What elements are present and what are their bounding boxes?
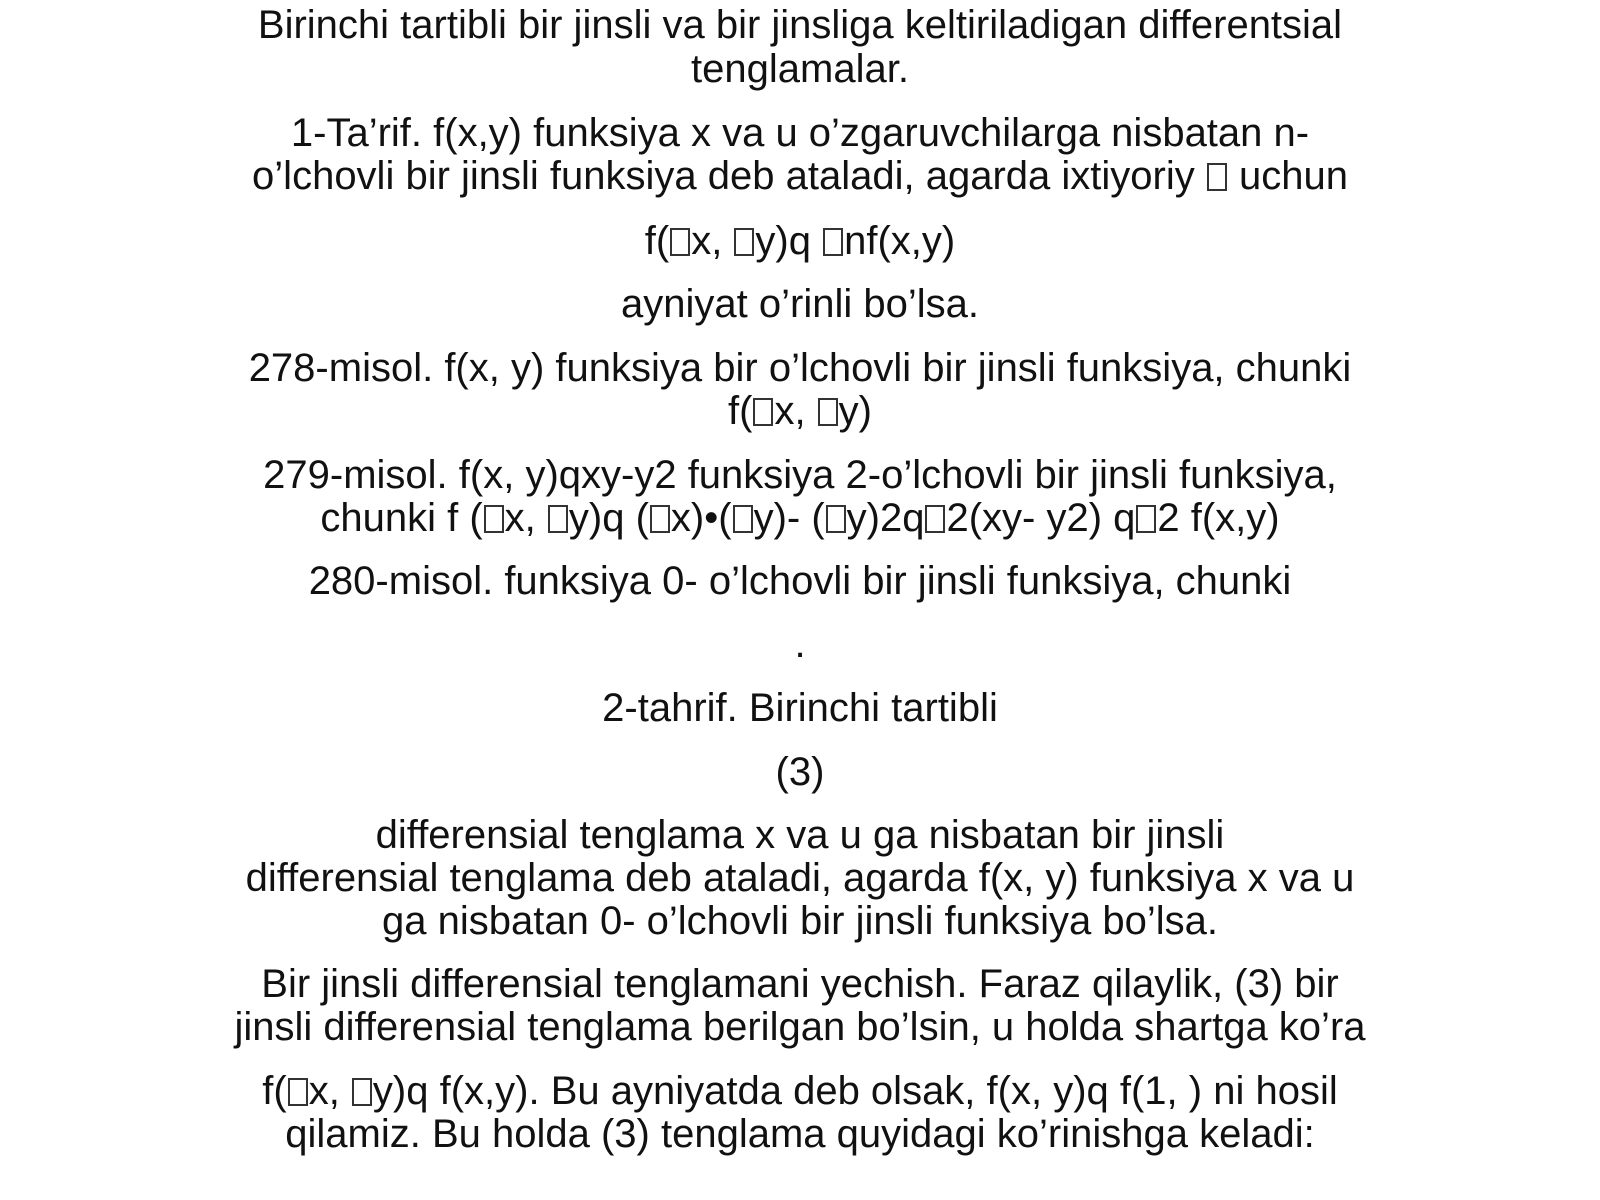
example-280-line-2: . bbox=[794, 622, 806, 666]
definition-2-line-1: 2-tahrif. Birinchi tartibli bbox=[602, 686, 998, 730]
definition-2-line-3: differensial tenglama deb ataladi, agarda f(x, y) funksiya x va u bbox=[245, 856, 1355, 900]
missing-glyph-box bbox=[1207, 163, 1227, 192]
solution-line-2: jinsli differensial tenglama berilgan bo’lsin, u holda shartga ko’ra bbox=[234, 1005, 1366, 1049]
missing-glyph-box bbox=[818, 398, 838, 427]
definition-1-line-1: 1-Ta’rif. f(x,y) funksiya x va u o’zgaruvchilarga nisbatan n- bbox=[290, 111, 1310, 155]
title-line-1: Birinchi tartibli bir jinsli va bir jinsliga keltiriladigan differentsial bbox=[257, 3, 1343, 47]
definition-1-line-2: o’lchovli bir jinsli funksiya deb ataladi, agarda ixtiyoriy uchun bbox=[252, 154, 1348, 198]
title-line-2: tenglamalar. bbox=[691, 47, 909, 91]
example-279-line-1: 279-misol. f(x, y)qxy-y2 funksiya 2-o’lchovli bir jinsli funksiya, bbox=[263, 453, 1337, 497]
missing-glyph-box bbox=[288, 1078, 308, 1107]
missing-glyph-box bbox=[650, 505, 670, 534]
example-280-line-1: 280-misol. funksiya 0- o’lchovli bir jinsli funksiya, chunki bbox=[308, 559, 1292, 603]
definition-1-formula: f( x, y)q nf(x,y) bbox=[644, 219, 956, 263]
missing-glyph-box bbox=[753, 398, 773, 427]
missing-glyph-box bbox=[670, 228, 690, 257]
missing-glyph-box bbox=[734, 228, 754, 257]
example-279-line-2: chunki f ( x, y)q ( x)•( y)- ( y)2q 2(xy- y2) q 2 f(x,y) bbox=[320, 496, 1280, 540]
missing-glyph-box bbox=[484, 505, 504, 534]
equation-number: (3) bbox=[775, 750, 825, 794]
missing-glyph-box bbox=[352, 1078, 372, 1107]
definition-2-line-4: ga nisbatan 0- o’lchovli bir jinsli funksiya bo’lsa. bbox=[382, 899, 1218, 943]
definition-1-identity: ayniyat o’rinli bo’lsa. bbox=[621, 282, 979, 326]
missing-glyph-box bbox=[823, 228, 843, 257]
missing-glyph-box bbox=[1136, 505, 1156, 534]
example-278-line-1: 278-misol. f(x, y) funksiya bir o’lchovli bir jinsli funksiya, chunki bbox=[248, 346, 1352, 390]
missing-glyph-box bbox=[925, 505, 945, 534]
solution-line-4: qilamiz. Bu holda (3) tenglama quyidagi ko’rinishga keladi: bbox=[285, 1112, 1315, 1156]
missing-glyph-box bbox=[733, 505, 753, 534]
missing-glyph-box bbox=[826, 505, 846, 534]
missing-glyph-box bbox=[548, 505, 568, 534]
definition-2-line-2: differensial tenglama x va u ga nisbatan bir jinsli bbox=[375, 813, 1225, 857]
solution-line-1: Bir jinsli differensial tenglamani yechish. Faraz qilaylik, (3) bir bbox=[261, 962, 1339, 1006]
solution-line-3: f( x, y)q f(x,y). Bu ayniyatda deb olsak, f(x, y)q f(1, ) ni hosil bbox=[262, 1069, 1338, 1113]
example-278-line-2: f( x, y) bbox=[728, 389, 872, 433]
